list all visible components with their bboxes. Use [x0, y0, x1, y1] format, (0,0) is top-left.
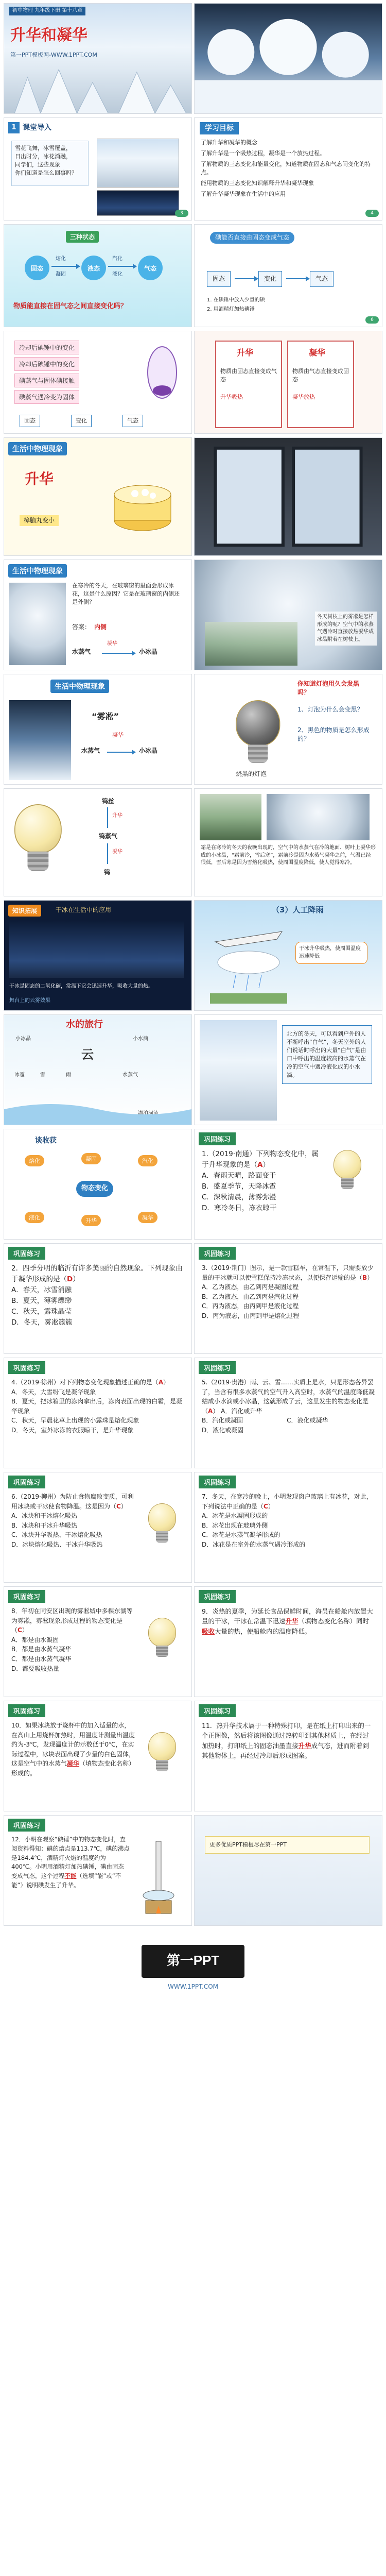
quiz-body — [202, 1492, 375, 1550]
quiz-bulb-icon — [334, 1150, 361, 1190]
stage-smoke-photo — [9, 921, 184, 978]
three-states-tag: 三种状态 — [66, 231, 99, 243]
water-journey-title: 水的旅行 — [66, 1019, 103, 1030]
slide-ice-window[interactable] — [4, 560, 192, 670]
summary-node: 凝固 — [81, 1153, 101, 1164]
intro-photo-night — [97, 190, 179, 216]
slide-summary[interactable] — [4, 1129, 192, 1240]
objective-item: 了解升华和凝华的概念 — [201, 139, 257, 146]
quiz-stem-end: ） — [163, 1379, 170, 1386]
iodine-change-box: 变化 — [258, 271, 282, 287]
quiz-option[interactable]: A．乙为液态，由乙到丙是凝固过程 — [202, 1283, 299, 1291]
quiz-option[interactable]: D．冰花是在室外的水蒸气遇冷形成的 — [202, 1540, 306, 1548]
quiz-option[interactable]: A．春天，冰雪消融 — [11, 1285, 72, 1294]
burnt-bulb-icon — [236, 700, 280, 765]
quiz-option[interactable]: D．寒冷冬日，冻衣晾干 — [202, 1204, 277, 1212]
row-3 — [4, 224, 382, 327]
water-label: 小冰晶 — [15, 1036, 31, 1042]
quiz-option[interactable]: A．冬天，大雪纷飞是凝华现象 — [11, 1388, 96, 1396]
quiz-option[interactable]: C．丙为液态，由丙到甲是液化过程 — [202, 1302, 299, 1310]
states-question: 物质能直接在固气态之间直接变化吗？ — [13, 302, 128, 310]
slide-quiz-7[interactable] — [194, 1472, 382, 1583]
page-badge: 4 — [365, 210, 379, 217]
row-14 — [4, 1472, 382, 1583]
quiz-bulb-icon — [148, 1618, 176, 1658]
exp-change: 变化 — [71, 415, 92, 427]
quiz-body — [11, 1721, 135, 1778]
quiz-tag: 巩固练习 — [199, 1132, 236, 1145]
exp-gas: 气态 — [122, 415, 143, 427]
deposition-label: 凝华 — [309, 348, 326, 358]
page-badge: 3 — [175, 210, 188, 217]
quiz-stem: 5.（2019·贵港）雨、云、雪……实质上是水，只是形态各异罢了，当含有很多水蒸气的空气升入高空时，水蒸气的温度降低凝结成小水滴或小冰晶，这就形成了云，这里发生的物态变化是（ — [202, 1379, 375, 1415]
water-cycle-illustration — [4, 1094, 191, 1125]
slide-objectives[interactable] — [194, 117, 382, 221]
objectives-list — [201, 139, 376, 201]
bulb-icon — [14, 804, 62, 873]
cycle-arrow — [107, 843, 108, 864]
quiz-stem: 10．如果冰块放于烧杯中的加入适量的水，在高山上用烧杯加热时，用温度计测量出温度约为-3℃，发现温度计的示数低于0℃，在实际过程中，冰块表面出现了少量的白色固体，这是空气中的水蒸气 — [11, 1722, 135, 1768]
mothball-caption: 樟脑丸变小 — [20, 515, 59, 526]
quiz-tag: 巩固练习 — [8, 1247, 45, 1260]
quiz-answer: B — [362, 1274, 367, 1281]
slide-quiz-4[interactable] — [4, 1358, 192, 1468]
brand-url[interactable]: WWW.1PPT.COM — [167, 1983, 219, 1990]
cycle-sublimation: 升华 — [112, 813, 122, 819]
quiz-tag: 巩固练习 — [8, 1819, 45, 1832]
frost-window-illustration — [195, 438, 382, 555]
slide-iodine-question[interactable] — [194, 224, 382, 327]
sublimation-line: 升华吸热 — [220, 394, 243, 400]
quiz-option[interactable]: A．春雨天晴，路面变干 — [202, 1171, 276, 1180]
brand-name: 第一PPT — [166, 1953, 220, 1968]
deposition-line: 物质由气态直接变成固态 — [292, 368, 349, 383]
slide-quiz-9[interactable] — [194, 1586, 382, 1697]
frost-leaves-photo — [205, 622, 297, 666]
slide-quiz-1[interactable] — [194, 1129, 382, 1240]
quiz-stem: 12．小明在观察“碘锤”中的物态变化时，查阅资料得知：碘的熔点是113.7℃，碘的沸点是184.4℃，酒精灯火焰的温度约为400℃。小明用酒精灯加热碘锤，碘由固态变成气态，这个过程 — [11, 1836, 130, 1880]
frost-ground-photo — [267, 794, 370, 840]
cycle-arrow — [107, 807, 108, 828]
quiz-tag: 巩固练习 — [199, 1361, 236, 1374]
iodine-step: 2. 用酒精灯加热碘锤 — [207, 307, 255, 312]
quiz-stem-end: ） — [268, 1502, 274, 1510]
quiz-body — [11, 1835, 130, 1890]
slide-cover[interactable] — [4, 3, 192, 114]
iodine-gas-box: 气态 — [310, 271, 334, 287]
quiz-option[interactable]: B．盛夏季节，天降冰雹 — [202, 1182, 276, 1191]
row-17 — [4, 1815, 382, 1926]
quiz-stem-end: ） — [22, 1626, 28, 1634]
slide-snow-photo[interactable] — [194, 3, 382, 114]
end-note: 更多优质PPT模板尽在第一PPT — [205, 1836, 370, 1854]
cover-series: 初中物理 九年级下册 第十八章 — [9, 7, 85, 15]
quiz-body — [11, 1263, 184, 1328]
row-11 — [4, 1129, 382, 1240]
quiz-stem: 4.（2019·徐州）对下列物态变化现象描述正确的是（ — [11, 1379, 159, 1386]
quiz-answer: A — [208, 1407, 213, 1415]
objective-item: 能用物质的三态变化知识解释升华和凝华现象 — [201, 179, 314, 187]
quiz-answer: C — [264, 1502, 268, 1510]
quiz-body — [11, 1492, 135, 1550]
cycle-deposition: 凝华 — [112, 849, 122, 855]
quiz-tag: 巩固练习 — [199, 1590, 236, 1603]
slide-intro[interactable] — [4, 117, 192, 221]
frost-explanation: 霜是在寒冷的冬天的夜晚出现的，空气中的水蒸气在冷的地面、树叶上凝华形成的小冰晶，“霜前冷，雪后寒”，霜前冷是因为水蒸气凝华之前，气温已经很低，雪后寒是因为雪熔化吸热，使周围温度降低，使人觉得寒冷。 — [201, 845, 376, 866]
quiz-body — [202, 1263, 375, 1321]
quiz-blank[interactable]: 吸收 — [202, 1627, 215, 1635]
slide-quiz-8[interactable] — [4, 1586, 192, 1697]
frost-photo — [200, 794, 261, 840]
snow-landscape-illustration — [195, 4, 382, 113]
quiz-answer: C — [17, 1626, 22, 1634]
slide-quiz-12[interactable] — [4, 1815, 192, 1926]
quiz-option[interactable]: D．都要吸收热量 — [11, 1665, 60, 1672]
life-phenomena-tag: 生活中物理现象 — [8, 442, 67, 455]
transition-label: 熔化 — [56, 256, 66, 262]
summary-node: 凝华 — [138, 1212, 157, 1223]
slide-quiz-3[interactable] — [194, 1243, 382, 1354]
slide-artificial-rain[interactable] — [194, 900, 382, 1011]
iodine-arrow — [286, 278, 307, 279]
quiz-stem: 9．炎热的夏季，为延长食品保鲜时间，海员在船舱内放置大量的干冰，干冰在常温下迅速 — [202, 1607, 373, 1625]
quiz-option[interactable]: C．都是由水蒸气凝华 — [11, 1655, 72, 1663]
rime-explanation: 冬天树枝上的雾凇是怎样形成的呢？空气中的水蒸气遇冷时直接放热凝华成冰晶附着在树枝上。 — [315, 612, 377, 646]
slide-frost[interactable] — [194, 788, 382, 896]
summary-node: 液化 — [25, 1212, 44, 1223]
exp-solid: 固态 — [20, 415, 40, 427]
slide-mothball[interactable] — [4, 437, 192, 556]
quiz-blank[interactable]: 升华 — [285, 1617, 299, 1625]
water-label-cloud: 云 — [81, 1047, 94, 1062]
rime-chain-vapor: 水蒸气 — [81, 747, 100, 754]
slide-end[interactable] — [194, 1815, 382, 1926]
state-liquid: 液态 — [81, 256, 106, 280]
chain-ice: 小冰晶 — [139, 648, 158, 655]
experiment-note: 碘蒸气与固体碘接触 — [14, 374, 79, 387]
book-right-page — [287, 341, 354, 428]
quiz-stem-end: 成气态，进而附着到其他物体上，再经过冷却后形成图案。 — [202, 1741, 370, 1760]
quiz-option[interactable]: C．液化或凝华 — [287, 1417, 328, 1425]
life-phenomena-tag: 生活中物理现象 — [50, 680, 109, 693]
slide-sublimation-book[interactable] — [194, 331, 382, 434]
deposition-line: 凝华放热 — [292, 394, 315, 400]
quiz-stem-end: ） — [213, 1407, 219, 1415]
book-left-page — [215, 341, 282, 428]
quiz-body — [11, 1606, 135, 1673]
quiz-option[interactable]: A．汽化或升华 — [221, 1407, 262, 1415]
dry-ice-title: 干冰在生活中的应用 — [56, 906, 112, 913]
row-15 — [4, 1586, 382, 1697]
ice-flower-photo — [9, 583, 66, 665]
artificial-rain-bubble: 干冰升华吸热，使周围温度迅速降低 — [295, 942, 367, 964]
quiz-body — [202, 1378, 375, 1435]
quiz-stem: 2．四季分明的临沂有许多美丽的自然现象。下列现象由于凝华形成的是（ — [11, 1264, 183, 1283]
answer-label: 答案： — [72, 623, 91, 631]
slide-three-states[interactable] — [4, 224, 192, 327]
lab-apparatus-icon — [133, 1836, 184, 1919]
quiz-option[interactable]: C．深秋清晨，薄雾弥漫 — [202, 1193, 276, 1201]
quiz-tag: 巩固练习 — [199, 1247, 236, 1260]
slide-rime-photo[interactable] — [194, 560, 382, 670]
plane-rain-icon — [210, 921, 287, 1004]
row-6 — [4, 560, 382, 670]
brand-logo[interactable] — [142, 1945, 244, 1978]
row-1 — [4, 3, 382, 114]
quiz-stem-end: ） — [262, 1160, 270, 1169]
slide-quiz-6[interactable] — [4, 1472, 192, 1583]
rime-quote: “雾凇” — [92, 711, 119, 721]
intro-line: 雪花飞舞，冰雪覆盖， — [15, 145, 72, 151]
quiz-option[interactable]: D．冬天，室外冰冻的衣服晾干，是升华现象 — [11, 1426, 134, 1434]
quiz-stem-end: ） — [367, 1274, 374, 1281]
quiz-option[interactable]: C．冰块升华吸热、干冰熔化吸热 — [11, 1531, 102, 1539]
chain-deposition: 凝华 — [107, 641, 117, 647]
sublimation-label: 升华 — [237, 348, 254, 358]
quiz-option[interactable]: D．液化或凝固 — [202, 1426, 244, 1434]
quiz-tag: 巩固练习 — [199, 1476, 236, 1488]
dry-ice-line: 舞台上的云雾效果 — [9, 998, 50, 1004]
quiz-option[interactable]: A．都是由水凝固 — [11, 1636, 59, 1643]
summary-title: 谈收获 — [35, 1137, 57, 1145]
quiz-stem-end: ） — [73, 1275, 80, 1283]
quiz-bulb-icon — [148, 1732, 176, 1772]
cycle-vapor: 钨蒸气 — [99, 833, 118, 840]
knowledge-tag: 知识拓展 — [8, 905, 41, 917]
quiz-bulb-icon — [148, 1503, 176, 1544]
cycle-tungsten: 钨丝 — [102, 798, 115, 805]
quiz-option[interactable]: C．冰花是水蒸气凝华形成的 — [202, 1531, 280, 1539]
experiment-note: 冷却后碘锤中的变化 — [14, 341, 79, 354]
sublimation-line: 物质由固态直接变成气态 — [220, 368, 277, 383]
objectives-heading: 学习目标 — [200, 122, 239, 134]
quiz-answer: A — [257, 1160, 263, 1169]
iodine-tube-icon — [139, 342, 185, 409]
slide-breath[interactable] — [194, 1014, 382, 1125]
quiz-stem: 8．年初在同安区出现的雾凇城中多棵东湖等为雾凇，雾凇现象形成过程的物态变化是（ — [11, 1607, 133, 1634]
quiz-blank[interactable]: 不能 — [64, 1872, 77, 1880]
quiz-answer: C — [116, 1502, 121, 1510]
quiz-blank[interactable]: 凝华 — [67, 1760, 80, 1768]
quiz-option[interactable]: D．冬天，雾凇簇簇 — [11, 1318, 73, 1327]
slide-quiz-11[interactable] — [194, 1701, 382, 1811]
arrow-vaporize — [108, 266, 134, 267]
water-label: 雨 — [66, 1072, 71, 1078]
experiment-note: 碘蒸气遇冷变为固体 — [14, 390, 79, 404]
quiz-option[interactable]: B．都是由水蒸气凝华 — [11, 1646, 72, 1653]
bulb-question: 你知道灯泡用久会发黑吗？ — [297, 680, 360, 697]
dry-ice-line: 干冰是固态的二氧化碳，常温下它会迅速升华，吸收大量的热。 — [9, 984, 153, 989]
transition-label: 汽化 — [112, 256, 122, 262]
quiz-body — [202, 1606, 375, 1636]
quiz-option[interactable]: B．夏天，把冰箱里的冻肉拿出后，冻肉表面出现的白霜，是凝华现象 — [11, 1398, 183, 1415]
slide-quiz-2[interactable] — [4, 1243, 192, 1354]
row-8 — [4, 788, 382, 896]
intro-line: 日出时分，冰花消融， — [15, 152, 72, 160]
quiz-body — [202, 1721, 375, 1761]
state-solid: 固态 — [25, 256, 49, 280]
row-10 — [4, 1014, 382, 1125]
sublimation-big-text: 升华 — [25, 470, 54, 487]
quiz-stem-end: （填物态变化名称）形成的。 — [11, 1760, 132, 1777]
row-12 — [4, 1243, 382, 1354]
iodine-arrow — [235, 278, 255, 279]
quiz-answer: A — [158, 1379, 164, 1386]
slide-rime[interactable] — [4, 674, 192, 785]
summary-node: 汽化 — [138, 1155, 157, 1166]
water-label: 湖泊河流 — [138, 1111, 159, 1116]
objective-item: 了解升华是一个吸热过程，凝华是一个放热过程。 — [201, 149, 325, 157]
objective-item: 了解物质的三态变化和能量变化，知道物质在固态和气态间变化的特点。 — [201, 160, 371, 176]
state-gas: 气态 — [138, 256, 163, 280]
slide-water-journey[interactable] — [4, 1014, 192, 1125]
row-7 — [4, 674, 382, 785]
quiz-stem-end: ） — [120, 1502, 127, 1510]
quiz-tag: 巩固练习 — [8, 1476, 45, 1488]
bulb-caption: 烧黑的灯泡 — [236, 770, 267, 777]
slide-dry-ice[interactable] — [4, 900, 192, 1011]
page-badge: 6 — [365, 316, 379, 324]
row-9 — [4, 900, 382, 1011]
iodine-step: 1. 在碘锤中放入少量的碘 — [207, 297, 265, 303]
intro-text-box — [11, 141, 89, 186]
summary-center: 物态变化 — [76, 1181, 113, 1197]
row-13 — [4, 1358, 382, 1468]
mothball-jar-icon — [104, 464, 181, 541]
ice-window-question: 在寒冷的冬天，在玻璃窗的里面会形成冰花，这是什么原因？它是在玻璃窗的内侧还是外侧？ — [72, 582, 180, 605]
water-label: 小水滴 — [133, 1036, 148, 1042]
artificial-rain-heading: （3）人工降雨 — [272, 905, 324, 914]
quiz-blank[interactable]: 升华 — [298, 1741, 311, 1750]
water-label: 水蒸气 — [122, 1072, 138, 1078]
experiment-note: 冷却后碘锤中的变化 — [14, 357, 79, 371]
water-label: 冰雹 — [14, 1072, 25, 1078]
slide-quiz-10[interactable] — [4, 1701, 192, 1811]
rime-tree-photo — [9, 700, 71, 780]
quiz-option[interactable]: C．秋天，早晨花草上出现的小露珠是熔化现象 — [11, 1417, 139, 1425]
quiz-tag: 巩固练习 — [8, 1590, 45, 1603]
quiz-option[interactable]: C．秋天，露珠晶莹 — [11, 1307, 72, 1316]
summary-node: 熔化 — [25, 1155, 44, 1166]
slide-quiz-5[interactable] — [194, 1358, 382, 1468]
chain-vapor: 水蒸气 — [72, 648, 91, 655]
quiz-stem-end: 大量的热，使船舱内的温度降低。 — [215, 1627, 311, 1635]
rime-chain-ice: 小冰晶 — [139, 747, 158, 754]
quiz-stem: 6.（2019·柳州）为防止食物腐败变质，可利用冰块或干冰使食物降温。这是因为（ — [11, 1493, 134, 1510]
quiz-tag: 巩固练习 — [199, 1704, 236, 1717]
breath-photo — [200, 1020, 277, 1121]
summary-node: 升华 — [81, 1215, 101, 1226]
bulb-question: 2、黑色的物质是怎么形成的？ — [297, 726, 370, 743]
quiz-option[interactable]: D．冰块熔化吸热、干冰升华吸热 — [11, 1540, 103, 1548]
cycle-tungsten-solid: 钨 — [104, 869, 111, 876]
quiz-stem: 11．热升华技术属于一种特殊打印，是在纸上打印出来的一个正图像，然后将该图像通过热转印到其他材质上，在经过加热时，打印纸上的固态油墨直接 — [202, 1722, 371, 1750]
objective-item: 了解升华凝华现象在生活中的应用 — [201, 190, 286, 197]
life-phenomena-tag: 生活中物理现象 — [8, 564, 67, 578]
section-heading: 课堂导入 — [23, 124, 51, 132]
quiz-stem: 1.（2019·南通）下列物态变化中，属于升华现象的是（ — [202, 1150, 319, 1169]
quiz-option[interactable]: B．夏天，薄雾缥缈 — [11, 1296, 72, 1305]
rime-chain-deposition: 凝华 — [112, 732, 124, 738]
row-2 — [4, 117, 382, 221]
cover-title: 升华和凝华 — [10, 26, 87, 44]
quiz-body — [202, 1149, 325, 1214]
transition-label: 凝固 — [56, 272, 66, 277]
quiz-option[interactable]: A．冰块和干冰熔化吸热 — [11, 1512, 78, 1520]
slide-bulb[interactable] — [194, 674, 382, 785]
quiz-tag: 巩固练习 — [8, 1704, 45, 1717]
quiz-option[interactable]: B．乙为液态，由乙到丙是汽化过程 — [202, 1293, 299, 1300]
quiz-stem-mid: （填物态变化名称）同时 — [298, 1617, 370, 1625]
quiz-stem: 3.（2019·荆门）图示，是一款雪糕车，在常温下，只需要放少量的干冰就可以使雪糕保持冷冻状态，以便保存运输的是（ — [202, 1264, 374, 1281]
snow-trees-illustration — [4, 67, 191, 113]
transition-label: 液化 — [112, 272, 122, 277]
footer-area — [4, 1929, 382, 2576]
row-5 — [4, 437, 382, 556]
quiz-option[interactable]: A．冰花是水凝固形成的 — [202, 1512, 268, 1520]
bulb-question: 1、灯泡为什么会变黑？ — [297, 706, 363, 713]
rime-chain-arrow — [107, 752, 133, 753]
section-number-badge: 1 — [8, 122, 20, 133]
cover-site: 第一PPT模板网-WWW.1PPT.COM — [10, 52, 97, 58]
intro-photo-snow — [97, 139, 179, 188]
quiz-body — [11, 1378, 184, 1435]
quiz-option[interactable]: B．冰块和干冰升华吸热 — [11, 1521, 78, 1529]
quiz-option[interactable]: B．汽化或凝固 — [202, 1417, 243, 1425]
iodine-solid-box: 固态 — [207, 271, 231, 287]
slide-iodine-experiment[interactable] — [4, 331, 192, 434]
chain-arrow — [102, 653, 133, 654]
iodine-question: 碘能否直接由固态变成气态 — [210, 232, 294, 244]
row-16 — [4, 1701, 382, 1811]
quiz-stem-end: （选填“能”或“不能”）说明碘发生了升华。 — [11, 1872, 121, 1889]
quiz-option[interactable]: B．冰花出现在玻璃外侧 — [202, 1521, 268, 1529]
quiz-answer: D — [67, 1275, 73, 1283]
row-4 — [4, 331, 382, 434]
breath-explanation: 北方的冬天，可以看到户外的人不断呼出“白气”，冬天室外的人们说话时呼出的大量“白气”是由口中呼出的温度较高的水蒸气在冷的空气中遇冷液化成的小水滴。 — [282, 1025, 372, 1084]
arrow-melt — [51, 266, 77, 267]
slide-tungsten[interactable] — [4, 788, 192, 896]
slide-window-photo[interactable] — [194, 437, 382, 556]
quiz-option[interactable]: D．丙为液态，由丙到甲是熔化过程 — [202, 1312, 300, 1319]
intro-line: 同学们，这些现象 — [15, 161, 60, 168]
intro-line: 你们知道是怎么回事吗？ — [15, 169, 77, 176]
quiz-tag: 巩固练习 — [8, 1361, 45, 1374]
water-label: 雪 — [40, 1072, 45, 1078]
answer-value: 内侧 — [94, 623, 107, 631]
quiz-stem: 7．冬天，在寒冷的晚上，小明发现窗户玻璃上有冰花，对此，下列说法中正确的是（ — [202, 1493, 373, 1510]
